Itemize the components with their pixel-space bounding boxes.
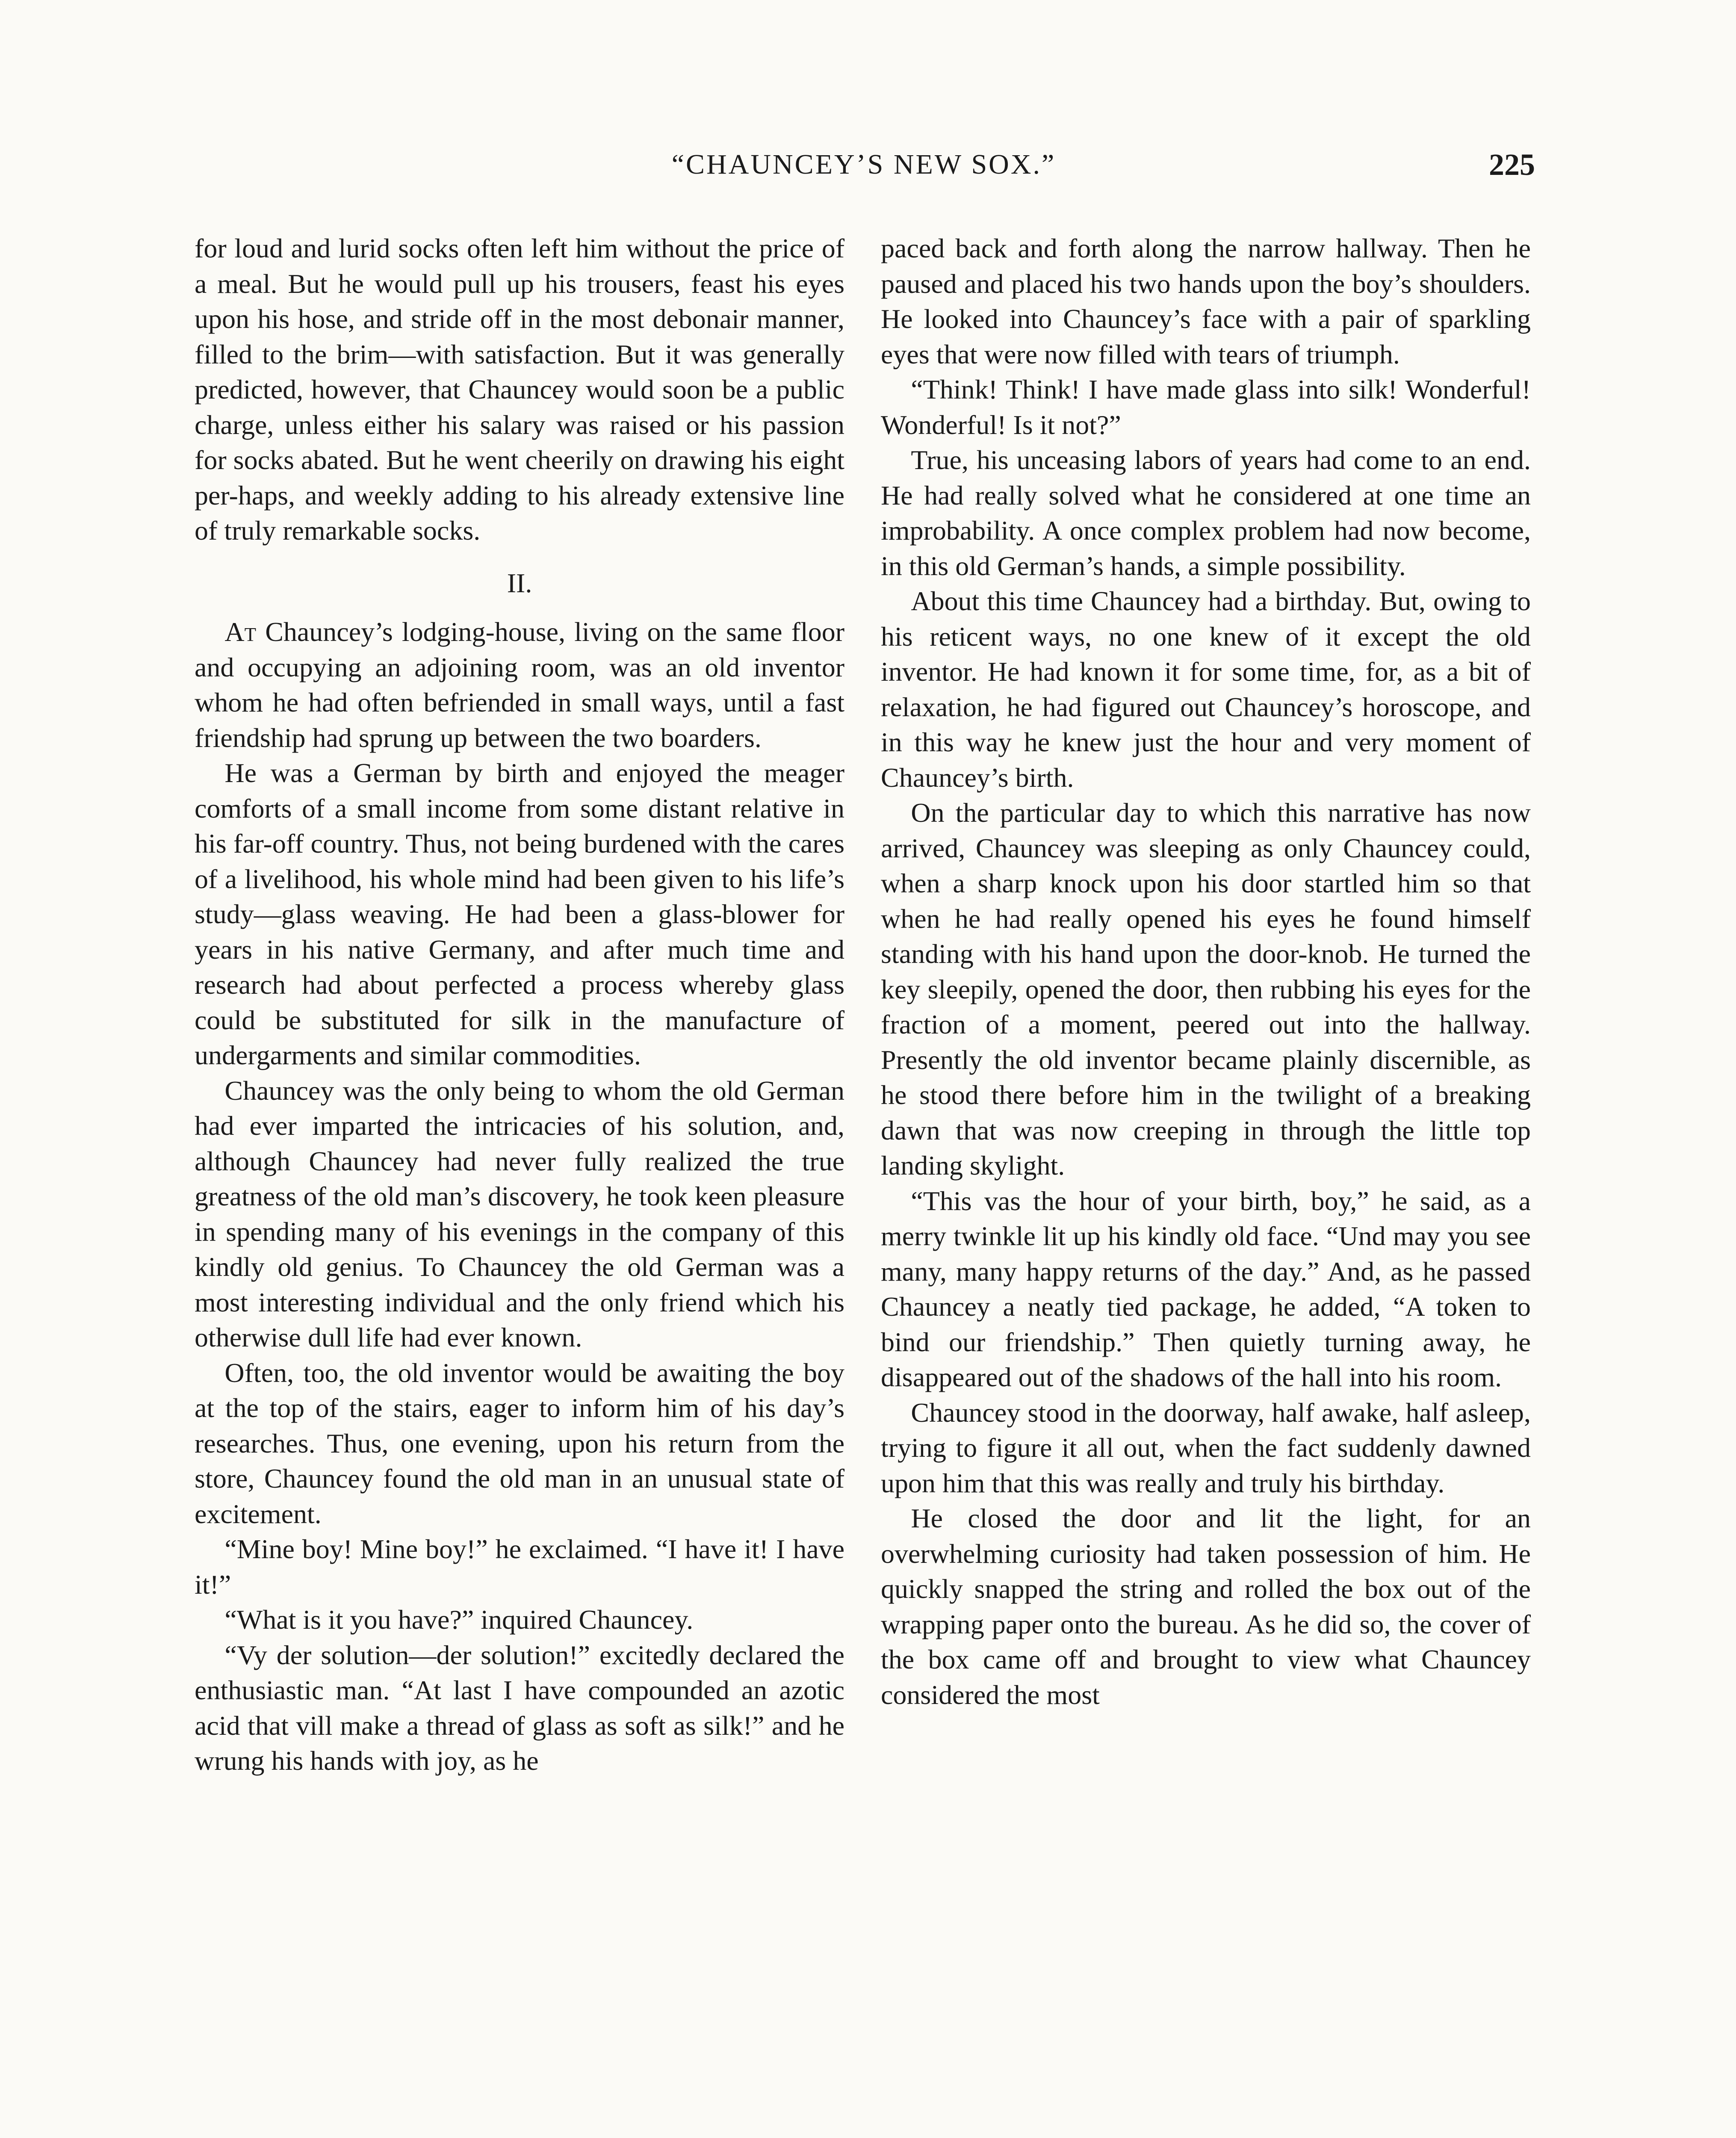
paragraph: On the particular day to which this narrative has now arrived, Chauncey was sleeping as only Chauncey could, when a sharp knock upon his door startled him so that when he had really opened his eyes he found himself standing with his hand upon the door-knob. He turned the key sleepily, opened the door, then rubbing his eyes for the fraction of a moment, peered out into the hallway. Presently the old inventor became plainly discernible, as he stood there before him in the twilight of a breaking dawn that was now creeping in through the little top landing skylight. — [881, 797, 1531, 1181]
paragraph: Chauncey was the only being to whom the old German had ever imparted the intricacies of his solution, and, although Chauncey had never fully realized the true greatness of the old man’s discovery, he took keen pleasure in spending many of his evenings in the company of this kindly old genius. To Chauncey the old German was a most interesting individual and the only friend which his otherwise dull life had ever known. — [195, 1075, 844, 1352]
paragraph: “What is it you have?” inquired Chauncey. — [224, 1604, 694, 1635]
paragraph: for loud and lurid socks often left him without the price of a meal. But he would pull up his trousers, feast his eyes upon his hose, and stride off in the most debonair manner, filled to the brim—with satisfaction. But it was generally predicted, however, that Chauncey would soon be a public charge, unless either his salary was raised or his passion for socks abated. But he went cheerily on drawing his eight per-haps, and weekly adding to his already extensive line of truly remarkable socks. — [195, 233, 844, 546]
paragraph: About this time Chauncey had a birthday. But, owing to his reticent ways, no one knew of it except the old inventor. He had known it for some time, for, as a bit of relaxation, he had figured out Chauncey’s horoscope, and in this way he knew just the hour and very moment of Chauncey’s birth. — [881, 586, 1531, 793]
paragraph: “Think! Think! I have made glass into silk! Wonderful! Wonderful! Is it not?” — [881, 374, 1531, 440]
paragraph: Often, too, the old inventor would be awaiting the boy at the top of the stairs, eager to inform him of his day’s researches. Thus, one evening, upon his return from the store, Chauncey found the old man in an unusual state of excitement. — [195, 1357, 844, 1529]
section-heading: II. — [507, 567, 532, 598]
paragraph: Chauncey stood in the doorway, half awake, half asleep, trying to figure it all out, when the fact suddenly dawned upon him that this was really and truly his birthday. — [881, 1397, 1531, 1498]
paragraph: paced back and forth along the narrow hallway. Then he paused and placed his two hands upon the boy’s shoulders. He looked into Chauncey’s face with a pair of sparkling eyes that were now filled with tears of triumph. — [881, 233, 1531, 369]
running-head: “CHAUNCEY’S NEW SOX.” — [671, 149, 1056, 180]
paragraph: “This vas the hour of your birth, boy,” he said, as a merry twinkle lit up his kindly old face. “Und may you see many, many happy returns of the day.” And, as he passed Chauncey a neatly tied package, he added, “A token to bind our friendship.” Then quietly turning away, he disappeared out of the shadows of the hall into his room. — [881, 1185, 1531, 1392]
paragraph: “Mine boy! Mine boy!” he exclaimed. “I have it! I have it!” — [195, 1534, 844, 1600]
right-column — [881, 231, 1531, 1713]
paragraph: “Vy der solution—der solution!” excitedly declared the enthusiastic man. “At last I have compounded an azotic acid that vill make a thread of glass as soft as silk!” and he wrung his hands with joy, as he — [195, 1639, 844, 1776]
page-header — [192, 141, 1535, 188]
drop-initial: At — [224, 617, 257, 647]
paragraph: He closed the door and lit the light, for an overwhelming curiosity had taken possession of him. He quickly snapped the string and rolled the box out of the wrapping paper onto the bureau. As he did so, the cover of the box came off and brought to view what Chauncey considered the most — [881, 1503, 1531, 1710]
left-column — [195, 231, 844, 1779]
paragraph-text: Chauncey’s lodging-house, living on the same floor and occupying an adjoining room, was an old inventor whom he had often befriended in small ways, until a fast friendship had sprung up between the two boarders. — [195, 617, 844, 753]
paragraph: He was a German by birth and enjoyed the meager comforts of a small income from some distant relative in his far-off country. Thus, not being burdened with the cares of a livelihood, his whole mind had been given to his life’s study—glass weaving. He had been a glass-blower for years in his native Germany, and after much time and research had about perfected a process whereby glass could be substituted for silk in the manufacture of undergarments and similar commodities. — [195, 758, 844, 1070]
paragraph: True, his unceasing labors of years had come to an end. He had really solved what he considered at one time an improbability. A once complex problem had now become, in this old German’s hands, a simple possibility. — [881, 445, 1531, 581]
paragraph — [195, 614, 844, 756]
page-number: 225 — [1489, 148, 1535, 182]
